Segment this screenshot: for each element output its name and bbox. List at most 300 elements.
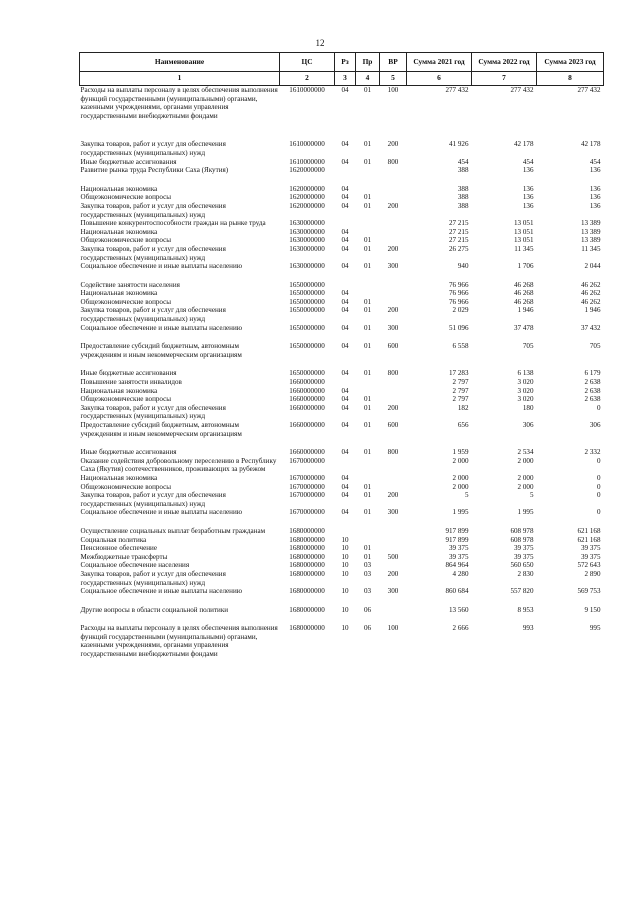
row-rz — [335, 527, 356, 536]
row-sum-2023: 46 262 — [580, 297, 601, 306]
row-vr — [380, 483, 407, 492]
table-row — [80, 342, 604, 359]
row-sum-2023: 136 — [589, 201, 601, 210]
row-vr — [380, 298, 407, 307]
table-row — [80, 387, 604, 396]
row-sum-2023: 2 638 — [584, 395, 601, 404]
row-spacer-cell — [80, 271, 604, 281]
row-name: Предоставление субсидий бюджетным, автономным учреждениям и иным некоммерческим организациям — [80, 342, 242, 359]
row-cs: 1650000000 — [289, 297, 325, 306]
row-cs: 1610000000 — [289, 157, 325, 166]
row-pr — [356, 228, 380, 237]
row-rz: 04 — [341, 421, 349, 429]
row-name: Общеэкономические вопросы — [80, 395, 172, 404]
row-sum-2021: 27 215 — [448, 236, 469, 245]
row-pr — [356, 281, 380, 290]
row-sum-2022: 560 650 — [510, 561, 534, 570]
table-row — [80, 86, 604, 121]
header-pr: Пр — [356, 53, 380, 72]
row-name: Социальная политика — [80, 535, 147, 544]
row-sum-2022: 13 051 — [513, 227, 534, 236]
row-sum-2022: 11 345 — [514, 244, 534, 253]
row-sum-2023: 2 638 — [584, 386, 601, 395]
row-cs: 1660000000 — [289, 378, 325, 387]
row-vr — [380, 561, 407, 570]
row-spacer — [80, 517, 604, 527]
row-sum-2022: 136 — [522, 193, 534, 202]
row-sum-2023: 621 168 — [577, 526, 601, 535]
row-cs: 1670000000 — [289, 482, 325, 491]
row-sum-2021: 388 — [457, 201, 469, 210]
row-rz: 04 — [341, 395, 349, 404]
row-rz: 10 — [341, 605, 349, 614]
row-sum-2023: 0 — [596, 508, 601, 517]
table-row — [80, 262, 604, 271]
table-row — [80, 166, 604, 175]
row-cs: 1620000000 — [289, 201, 325, 210]
row-sum-2021: 5 — [464, 491, 469, 500]
row-sum-2023: 13 389 — [580, 219, 601, 228]
row-sum-2021: 2 000 — [452, 473, 469, 482]
row-name: Общеэкономические вопросы — [80, 193, 172, 202]
row-spacer-cell — [80, 120, 604, 130]
table-row — [80, 491, 604, 508]
row-cs: 1680000000 — [289, 605, 325, 614]
row-vr: 600 — [387, 421, 399, 429]
row-cs: 1650000000 — [289, 280, 325, 289]
table-row — [80, 140, 604, 157]
row-cs: 1620000000 — [289, 193, 325, 202]
row-sum-2021: 277 432 — [445, 86, 469, 94]
row-sum-2021: 2 797 — [452, 395, 469, 404]
table-row — [80, 298, 604, 307]
header-number: 7 — [472, 72, 537, 86]
table-row — [80, 606, 604, 615]
row-sum-2021: 27 215 — [448, 219, 469, 228]
row-name: Содействие занятости населения — [80, 280, 180, 289]
row-sum-2023: 136 — [589, 166, 601, 175]
row-name: Национальная экономика — [80, 184, 158, 193]
table-row — [80, 536, 604, 545]
table-row — [80, 395, 604, 404]
row-name: Закупка товаров, работ и услуг для обеспечения государственных (муниципальных) нужд — [80, 569, 226, 587]
table-row — [80, 553, 604, 562]
row-pr: 06 — [363, 605, 372, 614]
table-row — [80, 404, 604, 421]
row-vr — [380, 527, 407, 536]
row-cs: 1680000000 — [289, 587, 325, 596]
row-cs: 1670000000 — [289, 491, 325, 500]
row-sum-2022: 3 020 — [517, 386, 534, 395]
row-spacer-cell — [80, 130, 604, 140]
row-spacer — [80, 332, 604, 342]
row-spacer-cell — [80, 175, 604, 185]
row-vr — [380, 193, 407, 202]
page-number: 12 — [315, 38, 325, 48]
row-sum-2021: 76 966 — [448, 297, 469, 306]
row-sum-2023: 136 — [589, 184, 601, 193]
row-name: Национальная экономика — [80, 386, 158, 395]
row-rz — [335, 378, 356, 387]
row-sum-2021: 860 684 — [445, 587, 469, 596]
header-row — [80, 53, 604, 72]
row-rz: 04 — [341, 473, 349, 482]
row-pr — [356, 387, 380, 396]
row-vr: 300 — [387, 508, 399, 517]
row-name: Повышение занятости инвалидов — [80, 378, 182, 387]
row-rz: 04 — [341, 386, 349, 395]
row-cs: 1660000000 — [289, 395, 325, 404]
table-row — [80, 587, 604, 596]
row-sum-2023: 37 432 — [580, 323, 601, 332]
row-name: Национальная экономика — [80, 473, 158, 482]
row-rz: 10 — [341, 561, 349, 570]
row-pr: 03 — [363, 561, 372, 570]
row-sum-2022: 277 432 — [510, 86, 534, 94]
row-vr: 800 — [387, 369, 399, 378]
row-sum-2023: 13 389 — [580, 236, 601, 245]
row-name: Социальное обеспечение населения — [80, 561, 190, 570]
row-rz: 04 — [341, 306, 349, 315]
row-sum-2023: 1 946 — [584, 306, 601, 315]
row-rz: 04 — [341, 244, 349, 253]
row-sum-2023: 39 375 — [580, 552, 601, 561]
row-sum-2022: 136 — [522, 166, 534, 175]
row-sum-2022: 13 051 — [513, 219, 534, 228]
row-cs: 1650000000 — [289, 323, 325, 332]
row-cs: 1680000000 — [289, 624, 325, 633]
row-cs: 1620000000 — [289, 184, 325, 193]
row-name: Социальное обеспечение и иные выплаты населению — [80, 323, 243, 332]
row-sum-2022: 1 946 — [517, 306, 534, 315]
row-cs: 1680000000 — [289, 544, 325, 553]
row-vr: 200 — [387, 140, 399, 149]
row-vr — [380, 536, 407, 545]
header-number: 8 — [537, 72, 604, 86]
row-vr: 200 — [387, 306, 399, 315]
table-row — [80, 193, 604, 202]
row-sum-2023: 46 262 — [580, 280, 601, 289]
header-name: Наименование — [80, 53, 280, 72]
row-spacer-cell — [80, 359, 604, 369]
row-rz — [335, 166, 356, 175]
row-pr: 01 — [363, 201, 372, 210]
row-rz: 10 — [341, 552, 349, 561]
row-name: Социальное обеспечение и иные выплаты населению — [80, 508, 243, 517]
row-cs: 1670000000 — [289, 456, 325, 465]
row-pr: 01 — [363, 140, 372, 149]
budget-table — [79, 52, 604, 659]
row-pr — [356, 527, 380, 536]
row-sum-2022: 3 020 — [517, 395, 534, 404]
row-vr: 100 — [387, 86, 399, 94]
row-sum-2021: 1 995 — [452, 508, 469, 517]
table-row — [80, 483, 604, 492]
row-spacer-cell — [80, 596, 604, 606]
row-name: Расходы на выплаты персоналу в целях обеспечения выполнения функций государственными (муниципальными) органами, казенными учреждениями, органами управления государственными внебюджетными фондами — [80, 86, 278, 120]
row-cs: 1660000000 — [289, 448, 325, 457]
table-row — [80, 245, 604, 262]
row-rz — [335, 281, 356, 290]
row-sum-2022: 2 534 — [517, 448, 534, 457]
row-pr: 01 — [363, 86, 372, 94]
row-pr — [356, 166, 380, 175]
row-cs: 1660000000 — [289, 403, 325, 412]
row-name: Оказание содействия добровольному переселению в Республику Саха (Якутия) соотечественников, проживающих за рубежом — [80, 456, 277, 474]
row-sum-2023: 42 178 — [580, 140, 601, 149]
row-sum-2021: 39 375 — [448, 544, 469, 553]
row-vr — [380, 289, 407, 298]
row-sum-2022: 39 375 — [513, 552, 534, 561]
row-pr: 01 — [363, 297, 372, 306]
row-rz — [335, 219, 356, 228]
row-cs: 1650000000 — [289, 342, 325, 351]
row-sum-2023: 306 — [589, 421, 601, 429]
row-spacer — [80, 596, 604, 606]
row-sum-2021: 51 096 — [448, 323, 469, 332]
row-vr — [380, 236, 407, 245]
row-sum-2022: 136 — [522, 184, 534, 193]
row-cs: 1650000000 — [289, 289, 325, 298]
table-row — [80, 324, 604, 333]
row-sum-2022: 46 268 — [513, 280, 534, 289]
table-row — [80, 527, 604, 536]
row-sum-2023: 705 — [589, 342, 601, 351]
table-row — [80, 306, 604, 323]
header-number-row — [80, 72, 604, 86]
row-spacer — [80, 130, 604, 140]
row-sum-2021: 917 899 — [445, 526, 469, 535]
row-name: Социальное обеспечение и иные выплаты населению — [80, 262, 243, 271]
row-name: Закупка товаров, работ и услуг для обеспечения государственных (муниципальных) нужд — [80, 403, 226, 421]
row-sum-2022: 5 — [529, 491, 534, 500]
row-name: Иные бюджетные ассигнования — [80, 157, 177, 166]
row-vr — [380, 166, 407, 175]
row-rz: 04 — [341, 193, 349, 202]
row-cs: 1630000000 — [289, 227, 325, 236]
header-number: 4 — [356, 72, 380, 86]
row-sum-2021: 17 283 — [448, 369, 469, 378]
row-rz: 04 — [341, 323, 349, 332]
header-vr: ВР — [380, 53, 407, 72]
row-vr: 200 — [387, 201, 399, 210]
row-cs: 1650000000 — [289, 306, 325, 315]
row-sum-2022: 1 706 — [517, 262, 534, 271]
row-sum-2022: 39 375 — [513, 544, 534, 553]
row-name: Пенсионное обеспечение — [80, 544, 157, 553]
row-sum-2023: 0 — [596, 456, 601, 465]
header-number: 1 — [80, 72, 280, 86]
row-vr: 200 — [387, 491, 399, 500]
row-pr: 01 — [363, 157, 372, 166]
row-cs: 1610000000 — [289, 86, 325, 94]
row-cs: 1680000000 — [289, 526, 325, 535]
row-sum-2021: 182 — [457, 403, 469, 412]
row-sum-2021: 1 959 — [452, 448, 469, 457]
row-sum-2022: 180 — [522, 403, 534, 412]
header-number: 2 — [280, 72, 335, 86]
row-rz: 04 — [341, 140, 349, 149]
row-spacer-cell — [80, 517, 604, 527]
row-sum-2023: 39 375 — [580, 544, 601, 553]
row-sum-2021: 940 — [457, 262, 469, 271]
row-sum-2022: 557 820 — [510, 587, 534, 596]
row-sum-2021: 2 666 — [452, 624, 469, 633]
table-row — [80, 289, 604, 298]
row-name: Закупка товаров, работ и услуг для обеспечения государственных (муниципальных) нужд — [80, 306, 226, 324]
row-pr: 01 — [363, 395, 372, 404]
row-pr — [356, 378, 380, 387]
table-row — [80, 474, 604, 483]
row-name: Национальная экономика — [80, 227, 158, 236]
row-pr — [356, 185, 380, 194]
row-name: Развитие рынка труда Республики Саха (Якутия) — [80, 166, 229, 175]
row-vr — [380, 219, 407, 228]
row-spacer — [80, 614, 604, 624]
row-spacer-cell — [80, 332, 604, 342]
row-sum-2021: 388 — [457, 184, 469, 193]
row-vr: 200 — [387, 403, 399, 412]
row-cs: 1680000000 — [289, 552, 325, 561]
row-spacer — [80, 359, 604, 369]
row-cs: 1680000000 — [289, 569, 325, 578]
row-sum-2023: 0 — [596, 482, 601, 491]
row-pr: 01 — [363, 421, 372, 429]
row-sum-2023: 46 262 — [580, 289, 601, 298]
row-pr: 03 — [363, 569, 372, 578]
header-number: 6 — [407, 72, 472, 86]
header-number: 3 — [335, 72, 356, 86]
row-name: Закупка товаров, работ и услуг для обеспечения государственных (муниципальных) нужд — [80, 491, 226, 508]
row-vr — [380, 387, 407, 396]
row-vr: 800 — [387, 157, 399, 166]
row-name: Общеэкономические вопросы — [80, 482, 172, 491]
header-cs: ЦС — [280, 53, 335, 72]
table-row — [80, 508, 604, 517]
row-sum-2023: 621 168 — [577, 535, 601, 544]
row-pr: 01 — [363, 403, 372, 412]
table-row — [80, 158, 604, 167]
row-vr: 500 — [387, 552, 399, 561]
row-vr — [380, 281, 407, 290]
row-vr: 600 — [387, 342, 399, 351]
row-rz: 04 — [341, 184, 349, 193]
row-sum-2023: 569 753 — [577, 587, 601, 596]
table-row — [80, 421, 604, 438]
row-vr — [380, 544, 407, 553]
row-sum-2021: 4 280 — [452, 569, 469, 578]
row-sum-2022: 608 978 — [510, 526, 534, 535]
row-sum-2022: 46 268 — [513, 289, 534, 298]
row-pr: 01 — [363, 482, 372, 491]
row-vr: 300 — [387, 323, 399, 332]
row-name: Общеэкономические вопросы — [80, 297, 172, 306]
row-name: Расходы на выплаты персоналу в целях обеспечения выполнения функций государственными (муниципальными) органами, казенными учреждениями, органами управления государственными внебюджетными фондами — [80, 624, 278, 659]
row-rz: 10 — [341, 535, 349, 544]
row-vr: 100 — [387, 624, 399, 633]
row-pr — [356, 474, 380, 483]
row-sum-2023: 277 432 — [577, 86, 601, 94]
row-name: Закупка товаров, работ и услуг для обеспечения государственных (муниципальных) нужд — [80, 140, 226, 157]
row-sum-2021: 2 797 — [452, 386, 469, 395]
row-sum-2023: 2 890 — [584, 569, 601, 578]
row-sum-2023: 0 — [596, 473, 601, 482]
table-row — [80, 202, 604, 219]
row-rz — [335, 457, 356, 474]
row-sum-2022: 608 978 — [510, 535, 534, 544]
row-rz: 04 — [341, 491, 349, 500]
row-spacer — [80, 175, 604, 185]
row-name: Закупка товаров, работ и услуг для обеспечения государственных (муниципальных) нужд — [80, 244, 226, 262]
row-rz: 04 — [341, 157, 349, 166]
row-rz: 04 — [341, 86, 349, 94]
row-sum-2022: 306 — [522, 421, 534, 429]
row-sum-2022: 993 — [522, 624, 534, 633]
row-pr — [356, 457, 380, 474]
row-pr — [356, 536, 380, 545]
row-sum-2023: 6 179 — [584, 369, 601, 378]
row-rz: 04 — [341, 342, 349, 351]
row-rz: 04 — [341, 297, 349, 306]
row-name: Другие вопросы в области социальной политики — [80, 605, 229, 614]
table-row — [80, 624, 604, 658]
row-rz: 04 — [341, 227, 349, 236]
row-cs: 1660000000 — [289, 421, 325, 429]
row-sum-2021: 39 375 — [448, 552, 469, 561]
row-pr: 01 — [363, 323, 372, 332]
header-rz: Рз — [335, 53, 356, 72]
row-sum-2022: 3 020 — [517, 378, 534, 387]
row-name: Предоставление субсидий бюджетным, автономным учреждениям и иным некоммерческим организациям — [80, 421, 242, 438]
row-sum-2021: 2 797 — [452, 378, 469, 387]
row-name: Иные бюджетные ассигнования — [80, 448, 177, 457]
row-name: Социальное обеспечение и иные выплаты населению — [80, 587, 243, 596]
row-sum-2023: 9 150 — [584, 605, 601, 614]
table-row — [80, 236, 604, 245]
row-sum-2023: 13 389 — [580, 227, 601, 236]
row-name: Повышение конкурентоспособности граждан на рынке труда — [80, 219, 266, 228]
row-sum-2022: 8 953 — [517, 605, 534, 614]
row-rz: 10 — [341, 569, 349, 578]
row-name: Осуществление социальных выплат безработным гражданам — [80, 526, 266, 535]
row-sum-2023: 2 332 — [584, 448, 601, 457]
row-sum-2021: 2 029 — [452, 306, 469, 315]
row-rz: 10 — [341, 544, 349, 553]
row-sum-2022: 1 995 — [517, 508, 534, 517]
row-vr: 200 — [387, 244, 399, 253]
row-sum-2021: 76 966 — [448, 289, 469, 298]
row-vr: 300 — [387, 262, 399, 271]
row-sum-2022: 136 — [522, 201, 534, 210]
row-cs: 1630000000 — [289, 244, 325, 253]
row-cs: 1610000000 — [289, 140, 325, 149]
row-cs: 1680000000 — [289, 535, 325, 544]
row-rz: 04 — [341, 448, 349, 457]
row-cs: 1670000000 — [289, 473, 325, 482]
row-sum-2023: 572 643 — [577, 561, 601, 570]
header-sum-2021: Сумма 2021 год — [407, 53, 472, 72]
row-vr — [380, 378, 407, 387]
row-sum-2021: 2 000 — [452, 456, 469, 465]
row-rz: 04 — [341, 369, 349, 378]
row-sum-2023: 11 345 — [581, 244, 601, 253]
row-sum-2021: 656 — [457, 421, 469, 429]
row-sum-2021: 6 558 — [452, 342, 469, 351]
row-sum-2023: 136 — [589, 193, 601, 202]
row-sum-2023: 2 638 — [584, 378, 601, 387]
row-vr: 800 — [387, 448, 399, 457]
row-name: Общеэкономические вопросы — [80, 236, 172, 245]
